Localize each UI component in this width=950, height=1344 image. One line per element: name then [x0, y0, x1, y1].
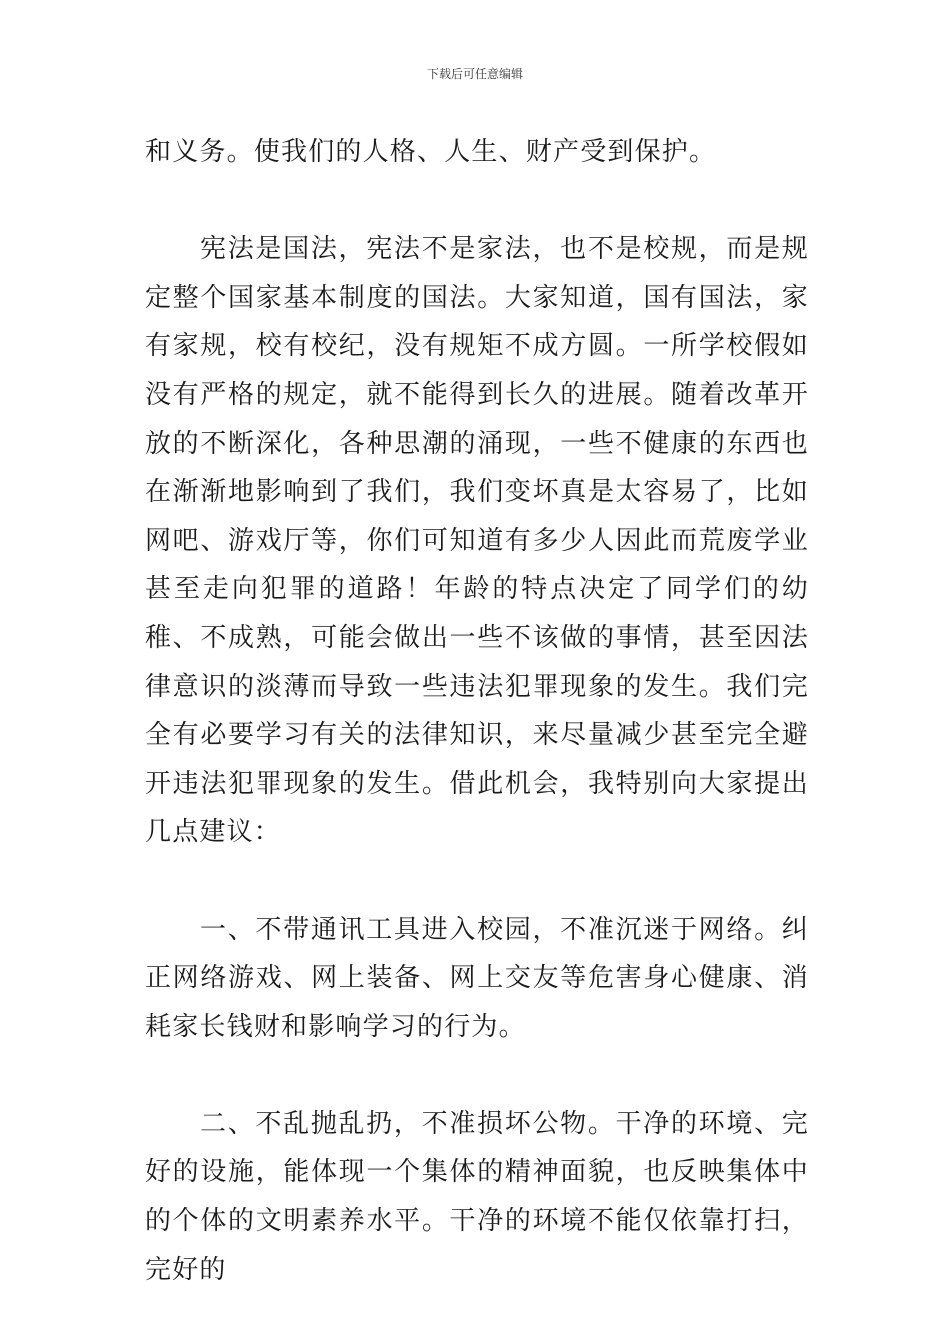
paragraph-gap: [145, 1051, 809, 1100]
paragraph-gap: [145, 857, 809, 906]
document-body: [145, 128, 809, 1294]
page-header: 下载后可任意编辑: [426, 67, 523, 81]
paragraph-continuation: 和义务。使我们的人格、人生、财产受到保护。: [145, 137, 717, 167]
paragraph-constitution: 宪法是国法，宪法不是家法，也不是校规，而是规定整个国家基本制度的国法。大家知道，国有国法，家有家规，校有校纪，没有规矩不成方圆。一所学校假如没有严格的规定，就不能得到长久的进展。随着改革开放的不断深化，各种思潮的涌现，一些不健康的东西也在渐渐地影响到了我们，我们变坏真是太容易了，比如网吧、游戏厅等，你们可知道有多少人因此而荒废学业甚至走向犯罪的道路！年龄的特点决定了同学们的幼稚、不成熟，可能会做出一些不该做的事情，甚至因法律意识的淡薄而导致一些违法犯罪现象的发生。我们完全有必要学习有关的法律知识，来尽量减少甚至完全避开违法犯罪现象的发生。借此机会，我特别向大家提出几点建议：: [145, 234, 809, 848]
paragraph-suggestion-2: 二、不乱抛乱扔，不准损坏公物。干净的环境、完好的设施，能体现一个集体的精神面貌，也反映集体中的个体的文明素养水平。干净的环境不能仅依靠打扫，完好的: [145, 1108, 809, 1285]
paragraph-suggestion-1: 一、不带通讯工具进入校园，不准沉迷于网络。纠正网络游戏、网上装备、网上交友等危害身心健康、消耗家长钱财和影响学习的行为。: [145, 914, 809, 1042]
paragraph-gap: [145, 177, 809, 226]
